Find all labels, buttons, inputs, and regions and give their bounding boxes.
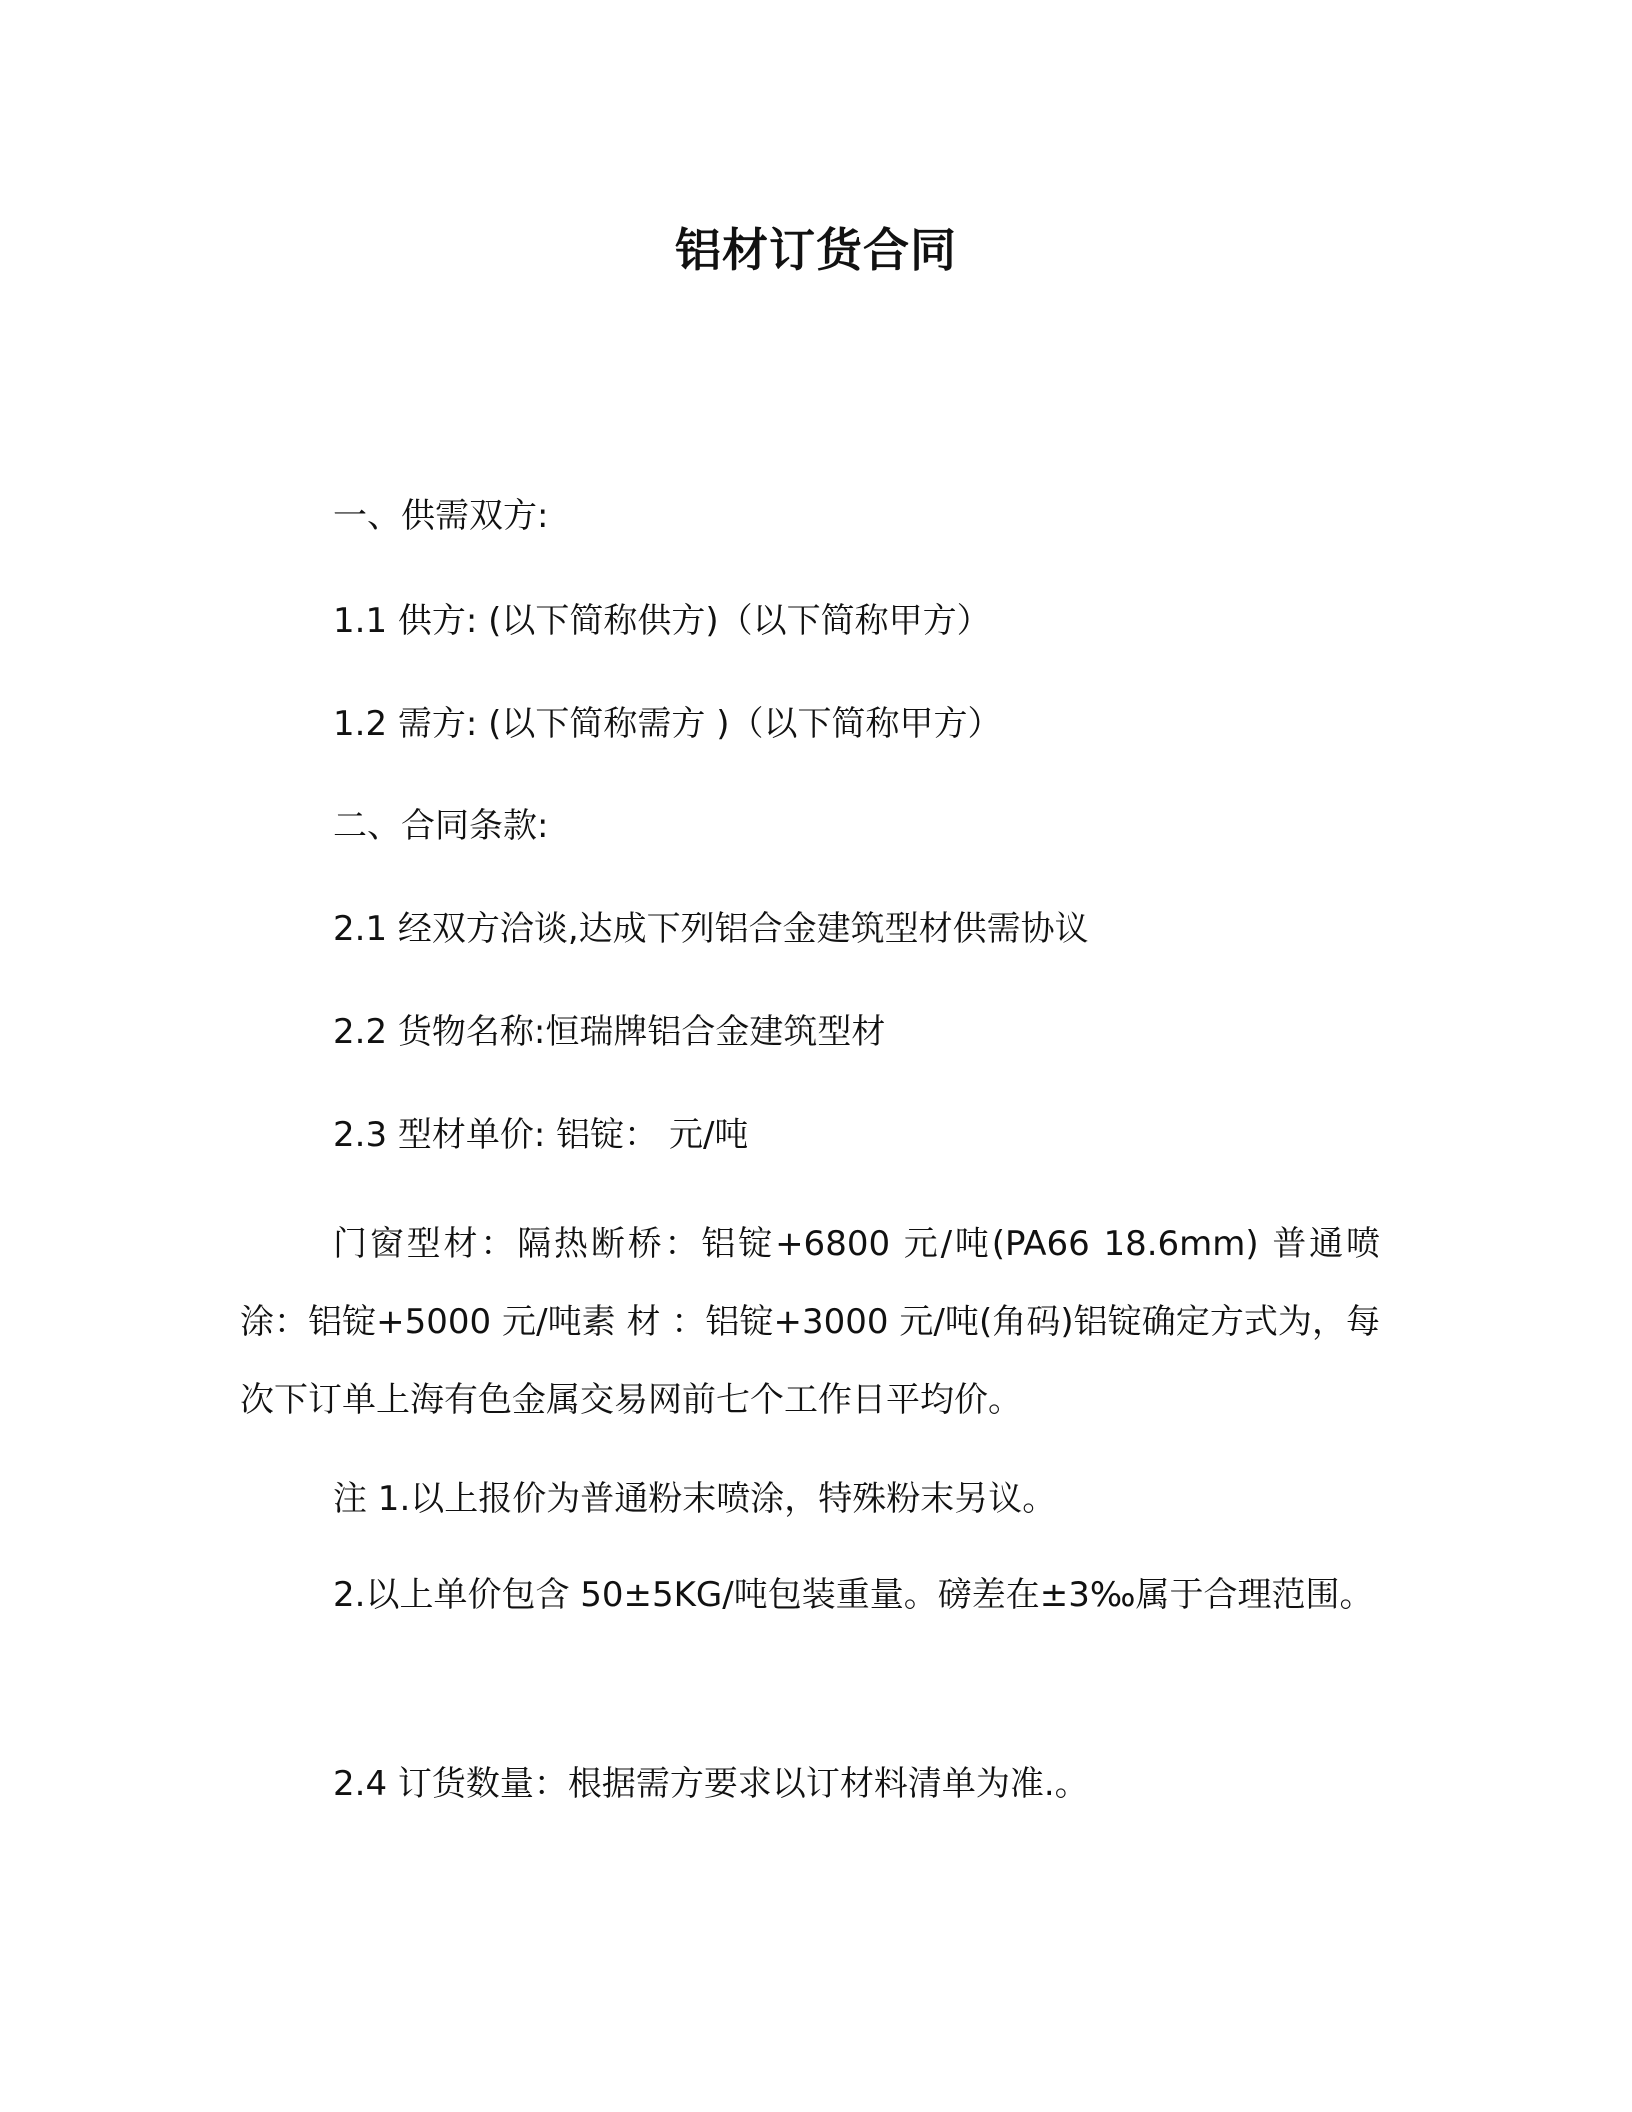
- note-2: 2.以上单价包含 50±5KG/吨包装重量。磅差在±3‰属于合理范围。: [333, 1575, 1374, 1615]
- item-1-2: 1.2 需方: (以下简称需方 )（以下简称甲方）: [333, 704, 1002, 744]
- item-2-3: 2.3 型材单价: 铝锭： 元/吨: [333, 1115, 749, 1155]
- section2-heading: 二、合同条款:: [333, 806, 549, 846]
- document-title: 铝材订货合同: [675, 223, 957, 277]
- note-1: 注 1.以上报价为普通粉末喷涂，特殊粉末另议。: [333, 1479, 1057, 1519]
- item-2-4: 2.4 订货数量：根据需方要求以订材料清单为准.。: [333, 1764, 1089, 1804]
- item-2-1: 2.1 经双方洽谈,达成下列铝合金建筑型材供需协议: [333, 909, 1089, 949]
- item-1-1: 1.1 供方: (以下简称供方)（以下简称甲方）: [333, 601, 991, 641]
- item-2-2: 2.2 货物名称:恒瑞牌铝合金建筑型材: [333, 1012, 886, 1052]
- section1-heading: 一、供需双方:: [333, 496, 549, 536]
- pricing-paragraph: 门窗型材：隔热断桥：铝锭+6800 元/吨(PA66 18.6mm) 普通喷涂：铝锭+5000 元/吨素 材 ：铝锭+3000 元/吨(角码)铝锭确定方式为，每次下订单上海有色金属交易网前七个工作日平均价。: [240, 1224, 1380, 1420]
